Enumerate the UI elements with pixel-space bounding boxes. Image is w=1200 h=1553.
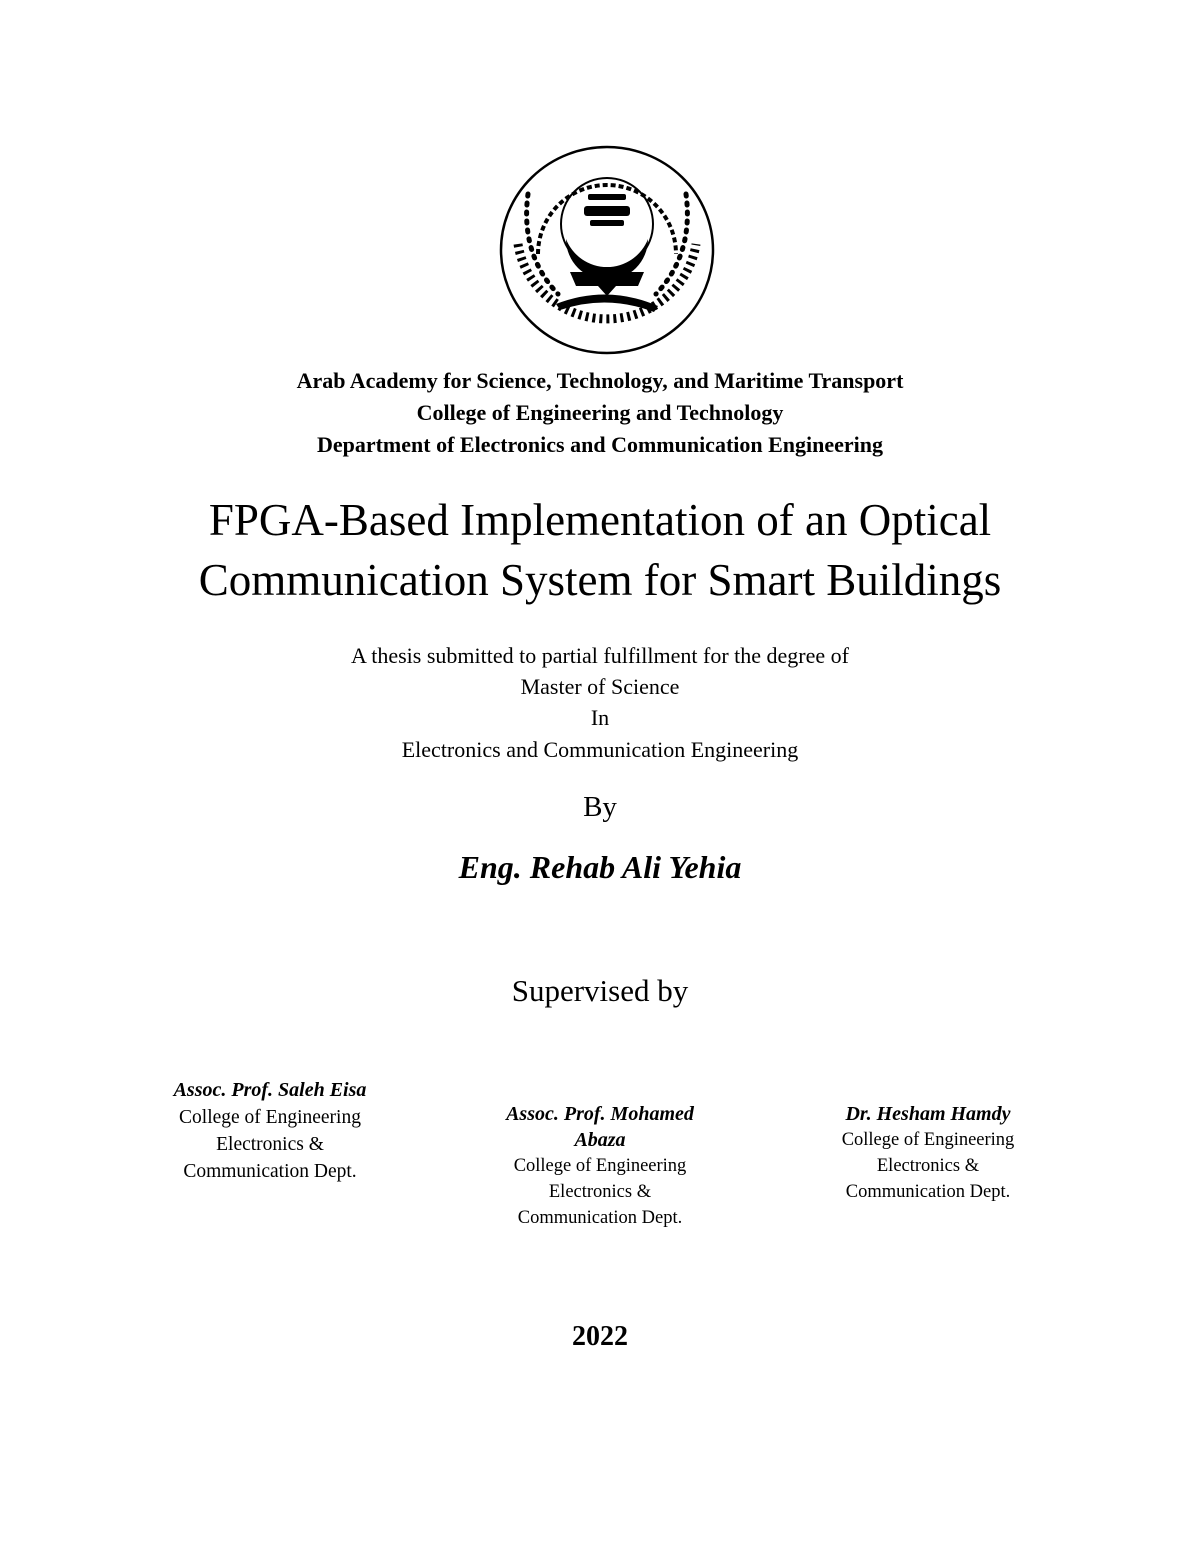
supervisor-dept: Electronics & <box>876 1156 980 1176</box>
author-name: Eng. Rehab Ali Yehia <box>458 849 742 885</box>
supervisor-college: College of Engineering <box>513 1156 687 1176</box>
university-seal-logo <box>498 144 716 356</box>
by-label: By <box>583 791 617 823</box>
college-name: College of Engineering and Technology <box>416 400 784 425</box>
degree-statement: A thesis submitted to partial fulfillment for the degree of <box>351 643 849 668</box>
department-name: Department of Electronics and Communication Engineering <box>316 432 884 457</box>
supervisor-dept: Electronics & <box>216 1134 324 1155</box>
supervisor-college: College of Engineering <box>179 1107 361 1128</box>
academy-name: Arab Academy for Science, Technology, and Maritime Transport <box>296 368 904 393</box>
supervised-by-label: Supervised by <box>511 973 689 1008</box>
thesis-title-line2: Communication System for Smart Buildings <box>198 555 1002 605</box>
thesis-title-line1: FPGA-Based Implementation of an Optical <box>208 495 992 545</box>
year: 2022 <box>572 1321 628 1352</box>
supervisor-dept: Communication Dept. <box>517 1208 683 1228</box>
supervisor-dept: Communication Dept. <box>845 1182 1011 1202</box>
supervisor-name: Assoc. Prof. Saleh Eisa <box>173 1079 367 1101</box>
supervisor-1 <box>140 1077 400 1185</box>
degree-in: In <box>590 705 610 730</box>
supervisor-3 <box>798 1101 1058 1205</box>
supervisor-dept: Communication Dept. <box>183 1161 357 1182</box>
supervisor-name: Dr. Hesham Hamdy <box>845 1103 1011 1125</box>
supervisor-2 <box>470 1101 730 1231</box>
degree-name: Master of Science <box>520 674 680 699</box>
degree-field: Electronics and Communication Engineering <box>401 737 799 762</box>
supervisor-name: Assoc. Prof. Mohamed Abaza <box>506 1103 694 1151</box>
supervisor-college: College of Engineering <box>841 1130 1015 1150</box>
supervisor-dept: Electronics & <box>548 1182 652 1202</box>
